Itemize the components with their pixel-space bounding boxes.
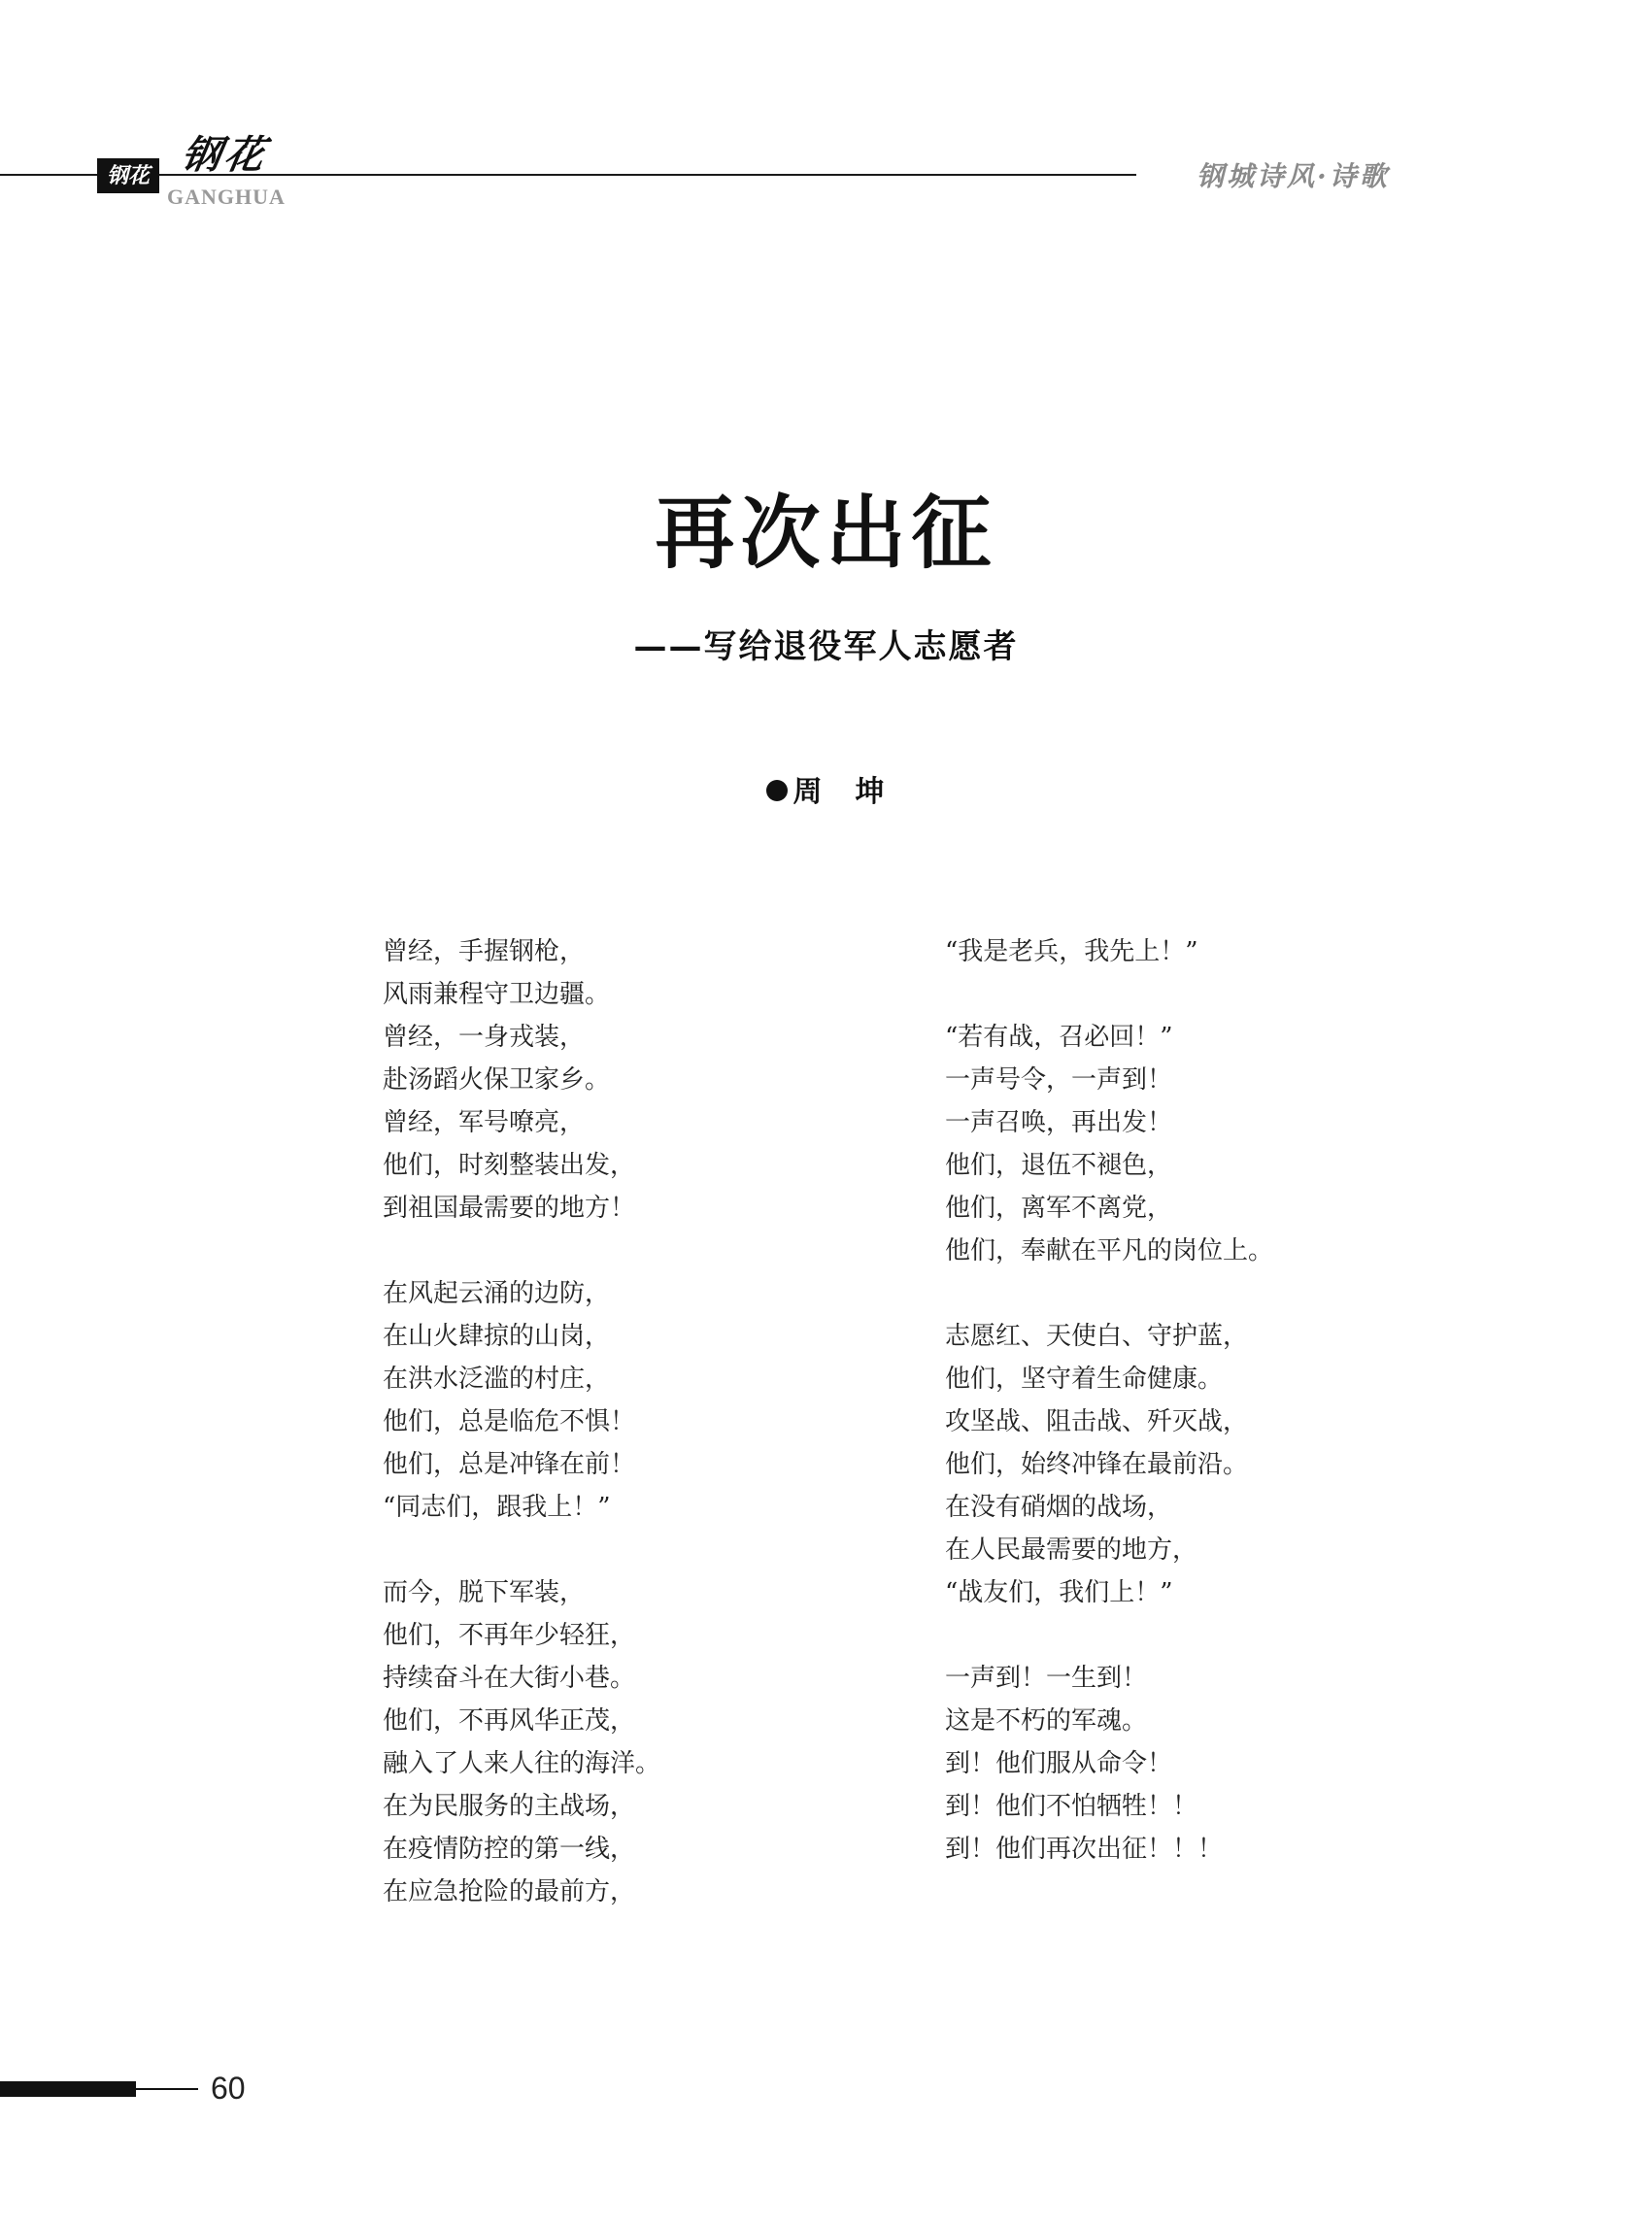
poem-line: “若有战，召必回！”: [945, 1023, 1173, 1052]
logo-latin-title: GANGHUA: [167, 185, 286, 209]
poem-line: 攻坚战、阻击战、歼灭战，: [945, 1407, 1249, 1436]
poem-line: 在没有硝烟的战场，: [945, 1493, 1173, 1522]
poem-line: 他们，奉献在平凡的岗位上。: [945, 1236, 1274, 1265]
poem-line: 融入了人来人往的海洋。: [383, 1749, 661, 1778]
header-rule: [0, 174, 1136, 176]
section-label: 钢城诗风·诗歌: [1197, 160, 1390, 192]
logo-script-title: 钢花: [178, 132, 272, 178]
poem-line: 在风起云涌的边防，: [383, 1279, 611, 1308]
poem-line: “同志们，跟我上！”: [383, 1493, 611, 1522]
stanza: [383, 1571, 888, 1913]
poem-line: 他们，总是临危不惧！: [383, 1407, 636, 1436]
stanza: [945, 1315, 1450, 1614]
logo-badge: 钢花: [97, 158, 159, 193]
poem-line: 在人民最需要的地方，: [945, 1535, 1198, 1565]
poem-line: 这是不朽的军魂。: [945, 1706, 1148, 1736]
poem-line: 在疫情防控的第一线，: [383, 1835, 636, 1864]
poem-line: 志愿红、天使白、守护蓝，: [945, 1322, 1249, 1351]
stanza: [383, 1272, 888, 1529]
stanza: [945, 930, 1450, 973]
stanza: [383, 930, 888, 1230]
stanza: [945, 1016, 1450, 1272]
poem-line: 到！他们不怕牺牲！！: [945, 1792, 1198, 1821]
poem-line: 曾经，一身戎装，: [383, 1023, 586, 1052]
poem-line: 曾经，手握钢枪，: [383, 937, 586, 966]
poem-line: 曾经，军号嘹亮，: [383, 1108, 586, 1137]
poem-column-left: [383, 930, 888, 1913]
poem-title: 再次出征: [655, 487, 997, 580]
poem-line: 他们，总是冲锋在前！: [383, 1450, 636, 1479]
poem-line: 到！他们再次出征！！！: [945, 1835, 1224, 1864]
poem-line: 在山火肆掠的山岗，: [383, 1322, 611, 1351]
footer-bar: [0, 2081, 136, 2097]
poem-line: 风雨兼程守卫边疆。: [383, 980, 611, 1009]
poem-line: 赴汤蹈火保卫家乡。: [383, 1065, 611, 1095]
stanza: [945, 1657, 1450, 1871]
poem-line: 他们，不再年少轻狂，: [383, 1621, 636, 1650]
poem-line: “我是老兵，我先上！”: [945, 937, 1198, 966]
poem-line: 持续奋斗在大街小巷。: [383, 1664, 636, 1693]
page-number: 60: [211, 2071, 246, 2106]
bullet-dot-icon: [766, 780, 788, 801]
poem-line: 他们，始终冲锋在最前沿。: [945, 1450, 1249, 1479]
poem-line: 到！他们服从命令！: [945, 1749, 1173, 1778]
footer-rule: [136, 2088, 198, 2090]
poem-line: 他们，时刻整装出发，: [383, 1151, 636, 1180]
poem-line: 一声召唤，再出发！: [945, 1108, 1173, 1137]
poem-subtitle: ——写给退役军人志愿者: [633, 627, 1019, 666]
poem-line: 他们，退伍不褪色，: [945, 1151, 1173, 1180]
poem-line: 在洪水泛滥的村庄，: [383, 1365, 611, 1394]
poem-line: 在应急抢险的最前方，: [383, 1877, 636, 1906]
poem-line: 他们，不再风华正茂，: [383, 1706, 636, 1736]
poem-line: 到祖国最需要的地方！: [383, 1194, 636, 1223]
poem-line: 他们，坚守着生命健康。: [945, 1365, 1224, 1394]
poem-column-right: [945, 930, 1450, 1871]
poem-line: 他们，离军不离党，: [945, 1194, 1173, 1223]
author-line: [0, 767, 1652, 810]
poem-line: “战友们，我们上！”: [945, 1578, 1173, 1607]
poem-line: 而今，脱下军装，: [383, 1578, 586, 1607]
poem-line: 在为民服务的主战场，: [383, 1792, 636, 1821]
poem-line: 一声到！一生到！: [945, 1664, 1148, 1693]
author-name: 周 坤: [792, 775, 887, 809]
poem-line: 一声号令，一声到！: [945, 1065, 1173, 1095]
